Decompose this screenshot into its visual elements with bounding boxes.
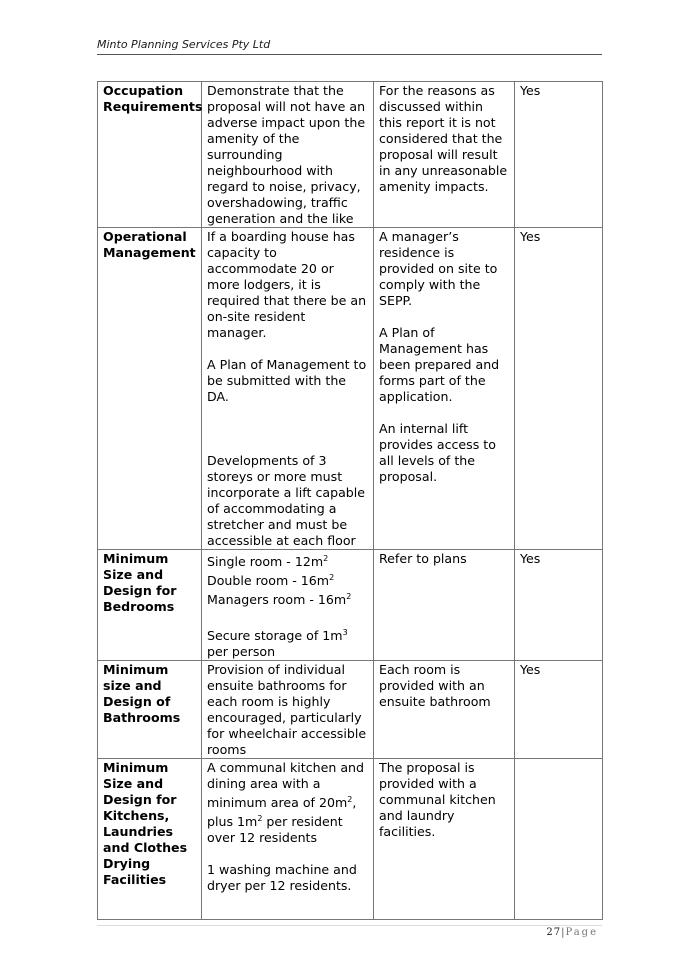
page-footer: [546, 927, 598, 938]
proposal-cell: For the reasons as discussed within this report it is not considered that the proposal will result in any unreasonable amenity impacts.: [374, 82, 515, 228]
complies-cell: Yes: [515, 82, 603, 228]
requirement-line: Double room - 16m: [207, 573, 330, 589]
requirement-line: per person: [207, 643, 276, 659]
compliance-table: [97, 81, 603, 920]
requirement-line: Single room - 12m: [207, 554, 324, 570]
control-cell: Minimum Size and Design for Kitchens, Laundries and Clothes Drying Facilities: [98, 758, 202, 919]
control-cell: Operational Management: [98, 228, 202, 550]
footer-separator: |: [561, 927, 566, 938]
requirement-line: Secure storage of 1m: [207, 627, 343, 643]
page-number: 27: [546, 927, 562, 938]
requirement-paragraph: Developments of 3 storeys or more must incorporate a lift capable of accommodating a stretcher and must be accessible at each floor: [207, 453, 366, 548]
proposal-paragraph: A manager’s residence is provided on site to comply with the SEPP.: [379, 229, 498, 308]
complies-cell: [515, 758, 603, 919]
requirement-cell: A communal kitchen and dining area with a minimum area of $20m^2$, plus $1m^2$ per resident over 12 residents 1 washing machine and dryer per 12 residents.: [202, 758, 374, 919]
footer-divider: [97, 925, 602, 926]
proposal-paragraph: An internal lift provides access to all levels of the proposal.: [379, 421, 496, 484]
table-row: [98, 660, 603, 758]
table-row: [98, 82, 603, 228]
table-row: [98, 550, 603, 661]
table-row: [98, 758, 603, 919]
proposal-cell: Refer to plans: [374, 550, 515, 661]
requirement-cell: Single room - $12m^2$ Double room - $16m^2$ Managers room - $16m^2$ Secure storage of $1m^3$ per person: [202, 550, 374, 661]
complies-cell: Yes: [515, 660, 603, 758]
requirement-text: per resident over 12 residents: [207, 814, 343, 846]
requirement-line: Managers room - 16m: [207, 592, 347, 608]
control-cell: Minimum Size and Design for Bedrooms: [98, 550, 202, 661]
page-header: Minto Planning Services Pty Ltd: [97, 38, 602, 55]
proposal-cell: Each room is provided with an ensuite bathroom: [374, 660, 515, 758]
requirement-paragraph: If a boarding house has capacity to accommodate 20 or more lodgers, it is required that there be an on-site resident manager.: [207, 229, 367, 340]
proposal-cell: The proposal is provided with a communal kitchen and laundry facilities.: [374, 758, 515, 919]
complies-cell: Yes: [515, 550, 603, 661]
requirement-text: A communal kitchen and dining area with a minimum area of 20m: [207, 759, 365, 810]
proposal-paragraph: A Plan of Management has been prepared and forms part of the application.: [379, 325, 500, 404]
table-row: [98, 228, 603, 550]
control-cell: Minimum size and Design of Bathrooms: [98, 660, 202, 758]
control-cell: Occupation Requirements: [98, 82, 202, 228]
requirement-paragraph: 1 washing machine and dryer per 12 residents.: [207, 862, 357, 894]
page-word: Page: [565, 927, 598, 938]
requirement-cell: [202, 228, 374, 550]
requirement-cell: Demonstrate that the proposal will not have an adverse impact upon the amenity of the surrounding neighbourhood with regard to noise, privacy, overshadowing, traffic generation and the like: [202, 82, 374, 228]
requirement-text: , plus 1m: [207, 794, 357, 830]
proposal-cell: [374, 228, 515, 550]
requirement-cell: Provision of individual ensuite bathrooms for each room is highly encouraged, particularly for wheelchair accessible rooms: [202, 660, 374, 758]
requirement-paragraph: A Plan of Management to be submitted with the DA.: [207, 357, 367, 404]
complies-cell: Yes: [515, 228, 603, 550]
